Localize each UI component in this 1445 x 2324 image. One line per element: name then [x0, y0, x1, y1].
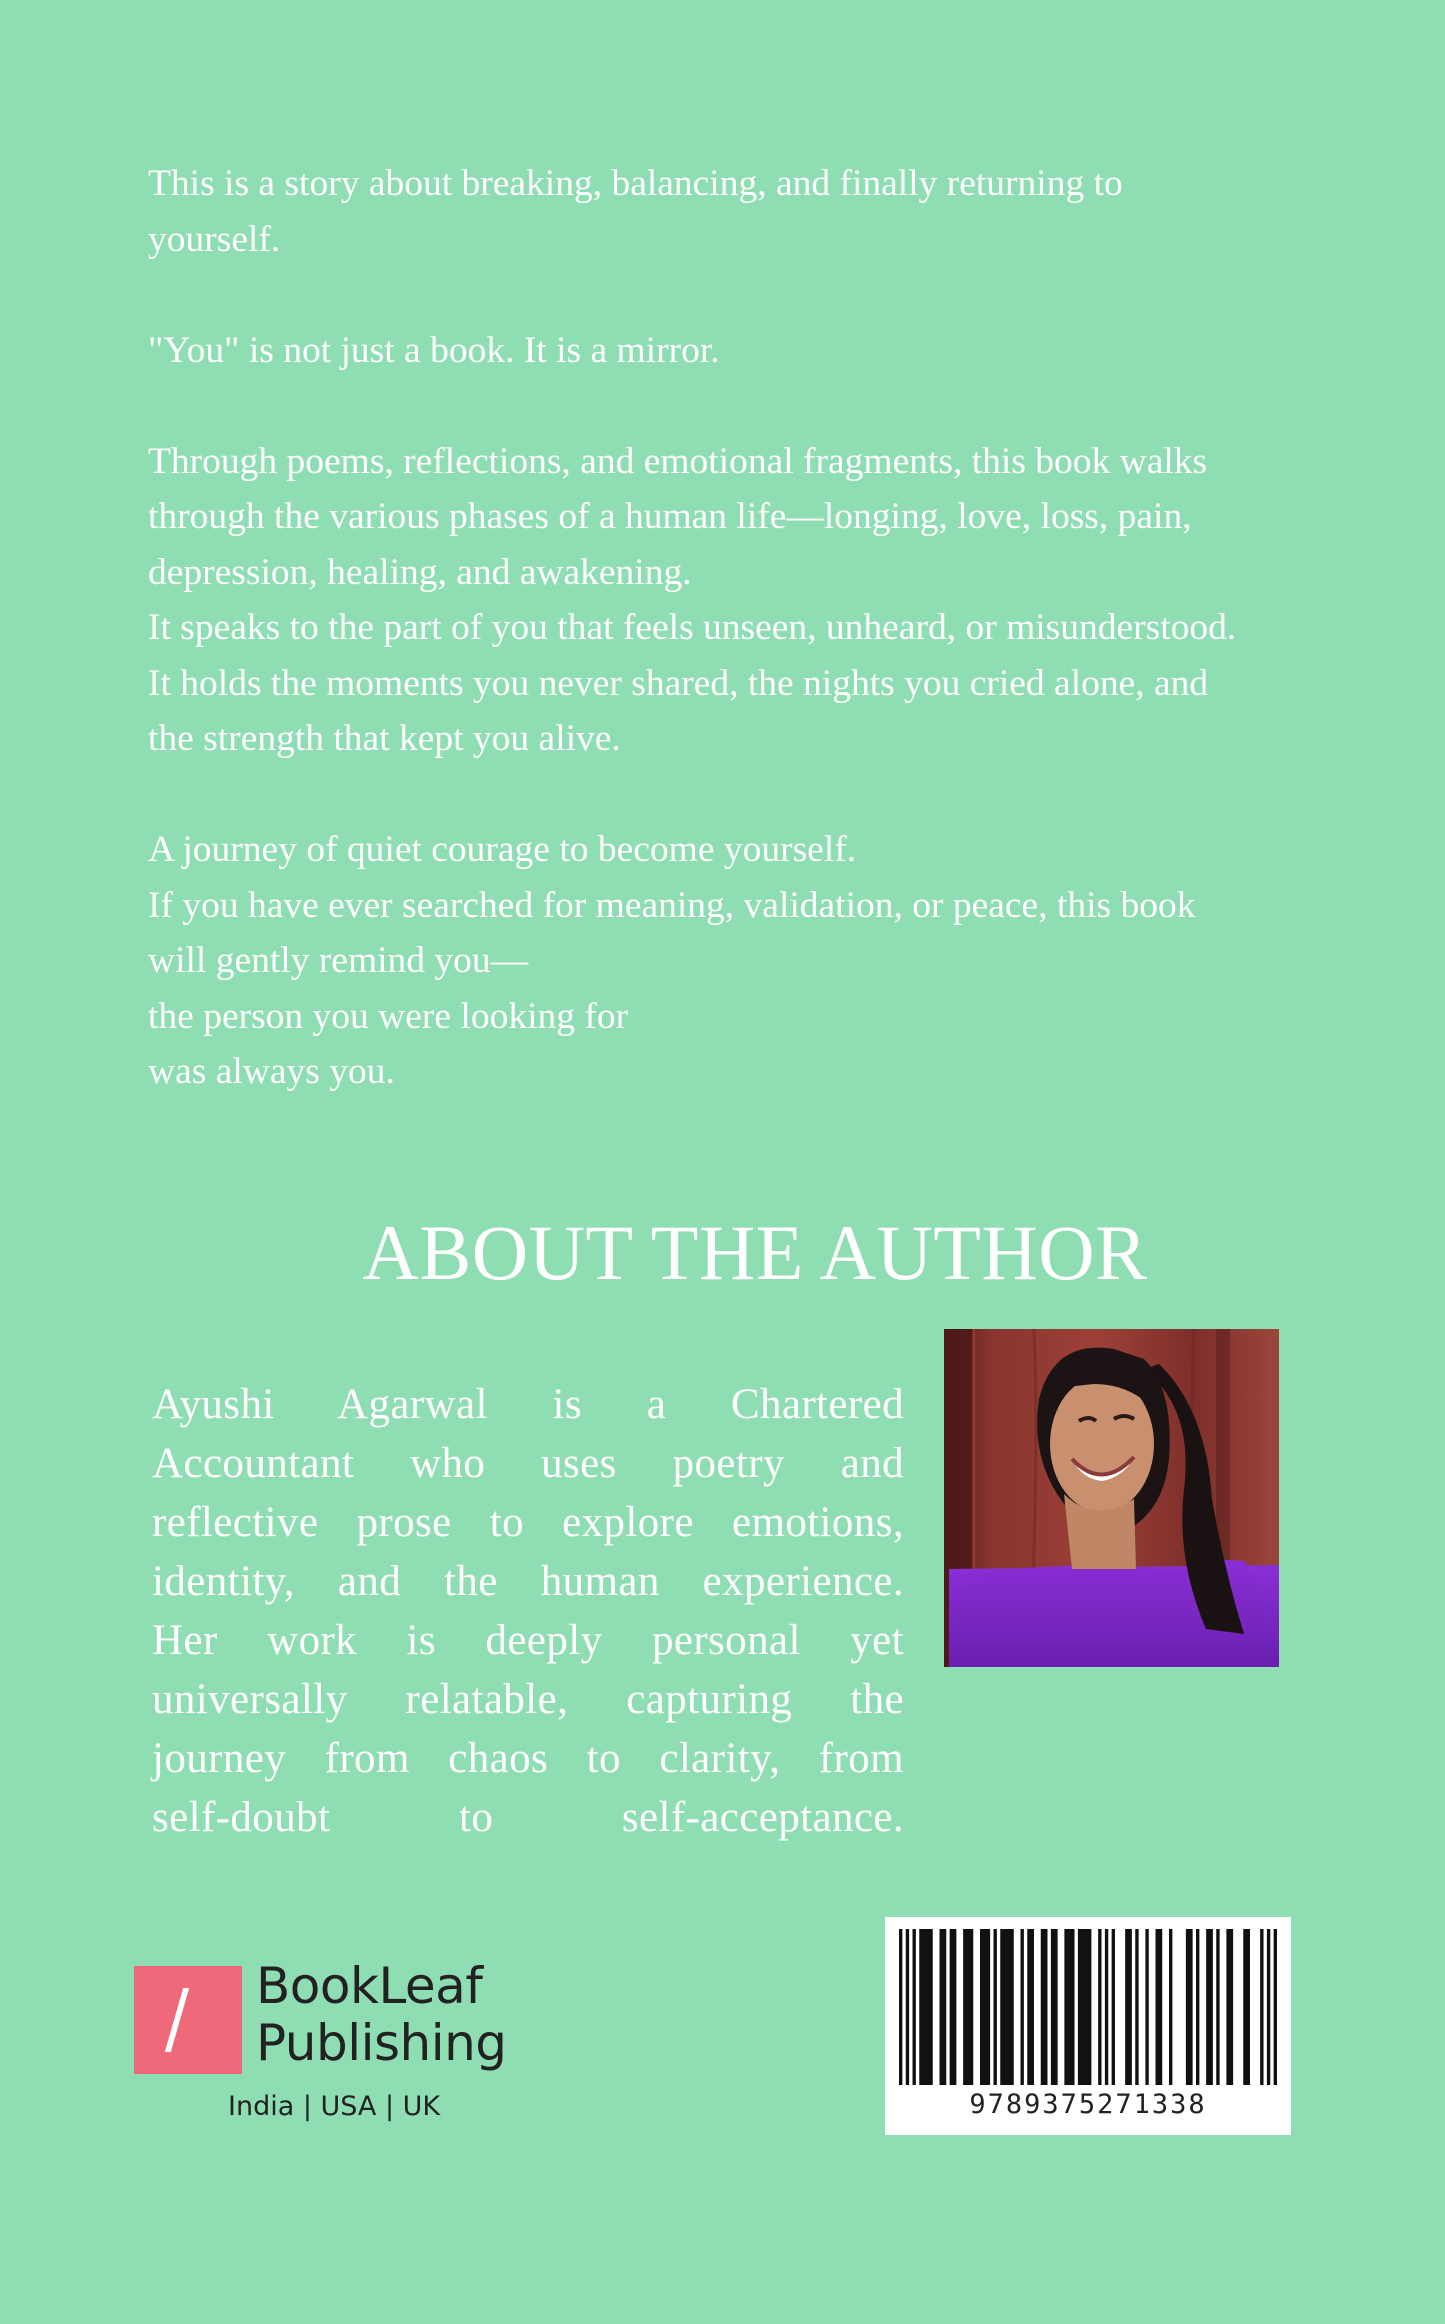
author-bio-line: identity, and the human experience.	[152, 1558, 904, 1605]
barcode-bar	[1112, 1929, 1115, 2085]
barcode-bar	[1267, 1929, 1270, 2085]
barcode-bar	[1206, 1929, 1213, 2085]
barcode-bar	[1078, 1929, 1092, 2085]
author-bio-line: universally relatable, capturing the	[152, 1676, 904, 1723]
blurb-line: Through poems, reflections, and emotional fragments, this book walks	[148, 440, 1208, 482]
author-bio-line: Ayushi Agarwal is a Chartered	[152, 1381, 904, 1428]
blurb-line: yourself.	[148, 218, 281, 260]
barcode-bar	[1064, 1929, 1074, 2085]
barcode-bar	[1027, 1929, 1034, 2085]
barcode-bar	[1186, 1929, 1193, 2085]
barcode-bar	[1125, 1929, 1132, 2085]
blurb-line: the strength that kept you alive.	[148, 718, 621, 759]
barcode-bar	[906, 1929, 909, 2085]
blurb-line: A journey of quiet courage to become yourself.	[148, 829, 857, 870]
isbn-number: 9789375271338	[969, 2089, 1207, 2120]
blurb-line: was always you.	[148, 1051, 395, 1092]
blurb-paragraph-1	[148, 156, 1348, 267]
barcode-bar	[1098, 1929, 1101, 2085]
blurb-line: It speaks to the part of you that feels unseen, unheard, or misunderstood.	[148, 607, 1237, 648]
barcode-bars	[899, 1929, 1277, 2085]
barcode-bar	[913, 1929, 916, 2085]
barcode-bar	[899, 1929, 902, 2085]
barcode-bar	[1196, 1929, 1199, 2085]
barcode-bar	[1216, 1929, 1219, 2085]
barcode-bar	[1105, 1929, 1108, 2085]
barcode-bar	[919, 1929, 933, 2085]
barcode-bar	[1169, 1929, 1172, 2085]
barcode-bar	[1041, 1929, 1048, 2085]
barcode-bar	[1051, 1929, 1058, 2085]
publisher-mark	[134, 1966, 242, 2074]
barcode-bar	[1156, 1929, 1163, 2085]
author-bio-line: reflective prose to explore emotions,	[152, 1499, 904, 1546]
author-bio-line: Her work is deeply personal yet	[152, 1617, 904, 1664]
blurb-paragraph-2	[148, 323, 1348, 379]
barcode-bar	[1243, 1929, 1250, 2085]
barcode-bar	[994, 1929, 997, 2085]
barcode-bar	[1000, 1929, 1014, 2085]
author-photo	[944, 1329, 1279, 1667]
barcode-bar	[940, 1929, 947, 2085]
isbn-barcode	[885, 1917, 1291, 2135]
barcode-bar	[980, 1929, 990, 2085]
about-author-heading: ABOUT THE AUTHOR	[362, 1209, 1148, 1296]
blurb-line: will gently remind you—	[148, 940, 529, 981]
barcode-bar	[1274, 1929, 1277, 2085]
slash-icon	[165, 1988, 189, 2052]
barcode-bar	[1021, 1929, 1024, 2085]
barcode-bar	[1226, 1929, 1233, 2085]
publisher-regions: India | USA | UK	[228, 2091, 441, 2122]
publisher-name-line1: BookLeaf	[256, 1957, 483, 2015]
author-bio-line: Accountant who uses poetry and	[152, 1440, 904, 1487]
blurb-line: This is a story about breaking, balancing, and finally returning to	[148, 163, 1123, 204]
author-bio	[152, 1375, 904, 1847]
blurb-paragraph-4	[148, 822, 1348, 1100]
cover-blurb	[148, 156, 1348, 1100]
barcode-bar	[1135, 1929, 1138, 2085]
barcode-bar	[950, 1929, 957, 2085]
publisher-name-line2: Publishing	[256, 2014, 507, 2072]
blurb-line: depression, healing, and awakening.	[148, 551, 692, 593]
barcode-bar	[1145, 1929, 1148, 2085]
author-bio-line: journey from chaos to clarity, from	[152, 1735, 904, 1782]
blurb-paragraph-3	[148, 434, 1348, 767]
publisher-name	[256, 1958, 507, 2072]
blurb-line: If you have ever searched for meaning, validation, or peace, this book	[148, 884, 1196, 926]
blurb-line: through the various phases of a human life—longing, love, loss, pain,	[148, 496, 1192, 537]
blurb-line: "You" is not just a book. It is a mirror.	[148, 329, 720, 371]
blurb-line: the person you were looking for	[148, 995, 629, 1037]
author-bio-line: self-doubt to self-acceptance.	[152, 1794, 904, 1841]
barcode-bar	[1260, 1929, 1263, 2085]
publisher-logo	[134, 1958, 534, 2138]
barcode-bar	[963, 1929, 973, 2085]
blurb-line: It holds the moments you never shared, the nights you cried alone, and	[148, 662, 1209, 704]
